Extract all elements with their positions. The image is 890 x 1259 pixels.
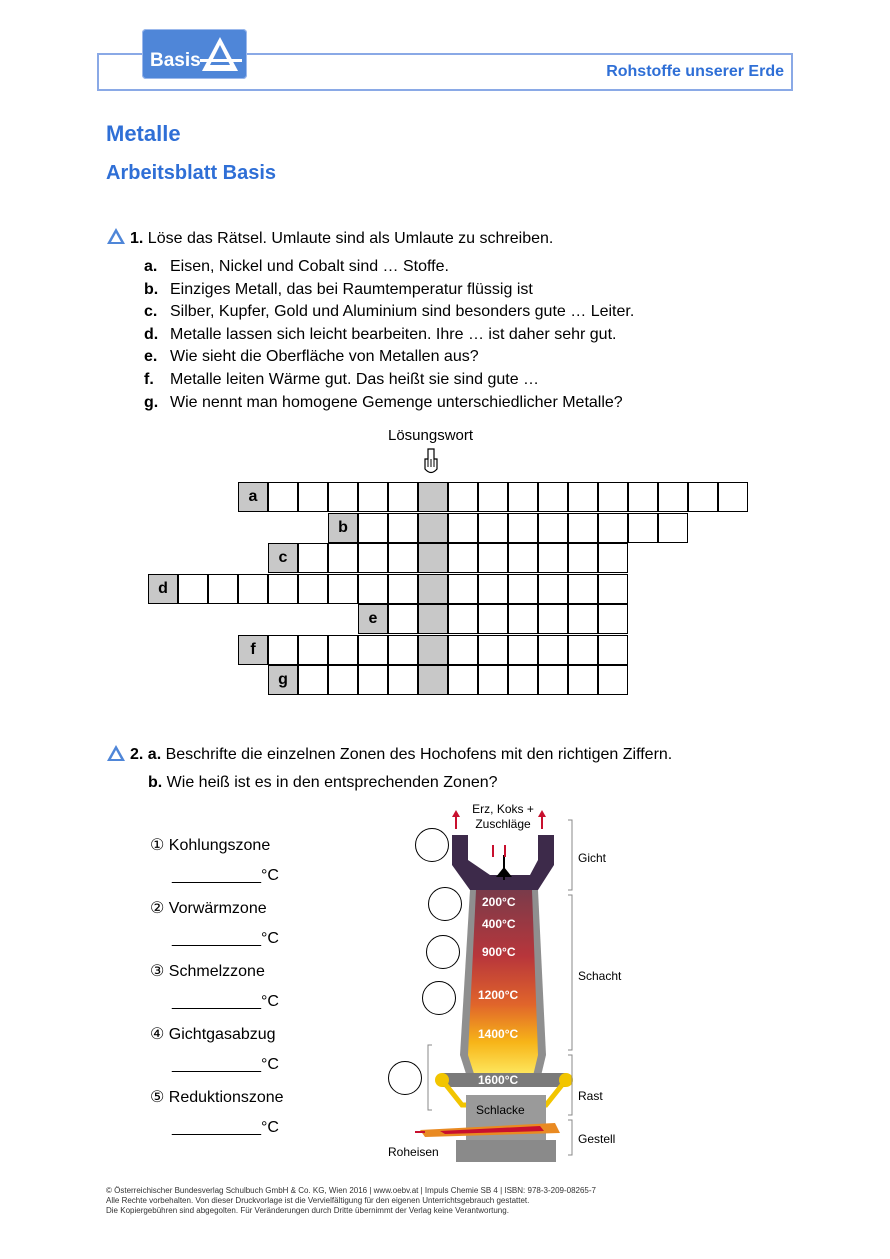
logo-text: Basis	[150, 50, 201, 71]
puzzle-cell[interactable]	[358, 574, 388, 604]
puzzle-cell[interactable]	[508, 665, 538, 695]
puzzle-cell[interactable]	[538, 604, 568, 634]
puzzle-cell[interactable]	[568, 665, 598, 695]
puzzle-cell[interactable]	[538, 635, 568, 665]
puzzle-cell[interactable]	[568, 604, 598, 634]
page-subtitle: Arbeitsblatt Basis	[106, 162, 277, 184]
puzzle-cell[interactable]	[628, 482, 658, 512]
puzzle-cell[interactable]	[688, 482, 718, 512]
temp-1600: 1600°C	[478, 1073, 519, 1087]
question-f: f. Metalle leiten Wärme gut. Das heißt sie sind gute …	[144, 371, 540, 388]
puzzle-cell[interactable]	[298, 635, 328, 665]
puzzle-cell[interactable]	[328, 635, 358, 665]
puzzle-solution-cell[interactable]	[418, 635, 448, 665]
puzzle-cell[interactable]	[298, 543, 328, 573]
puzzle-cell[interactable]	[358, 513, 388, 543]
puzzle-cell[interactable]	[268, 574, 298, 604]
puzzle-cell[interactable]	[388, 574, 418, 604]
puzzle-cell[interactable]	[598, 635, 628, 665]
temp-200: 200°C	[482, 895, 516, 909]
puzzle-cell[interactable]	[358, 543, 388, 573]
puzzle-cell[interactable]	[358, 665, 388, 695]
puzzle-cell[interactable]	[328, 665, 358, 695]
zone-3: ③ Schmelzzone	[150, 963, 265, 980]
puzzle-cell[interactable]	[598, 513, 628, 543]
basis-task-icon	[106, 744, 126, 762]
puzzle-cell[interactable]	[508, 482, 538, 512]
puzzle-cell[interactable]	[598, 665, 628, 695]
zone-4: ④ Gichtgasabzug	[150, 1026, 276, 1043]
pig-iron-label: Roheisen	[388, 1145, 439, 1159]
puzzle-cell[interactable]	[478, 482, 508, 512]
puzzle-cell[interactable]	[598, 543, 628, 573]
footer: © Österreichischer Bundesverlag Schulbuch GmbH & Co. KG, Wien 2016 | www.oebv.at | Impuls Chemie SB 4 | ISBN: 978-3-209-08265-7 Alle Rechte vorbehalten. Von dieser Druckvorlage ist die Vervielfältigung für den eigenen Unterrichtsgebrauch gestattet. Die Kopiergebühren sind abgegolten. Für Veränderungen durch Dritte übernimmt der Verlag keine Verantwortung.	[106, 1186, 596, 1215]
task1-number: 1.	[130, 230, 144, 247]
puzzle-cell[interactable]	[538, 513, 568, 543]
puzzle-cell[interactable]	[208, 574, 238, 604]
puzzle-cell[interactable]	[478, 604, 508, 634]
puzzle-cell[interactable]	[178, 574, 208, 604]
question-g: g. Wie nennt man homogene Gemenge unterschiedlicher Metalle?	[144, 394, 623, 411]
section-schacht: Schacht	[578, 969, 622, 983]
basis-task-icon	[106, 227, 126, 245]
task2-heading-a: 2. a. Beschrifte die einzelnen Zonen des Hochofens mit den richtigen Ziffern.	[130, 746, 673, 763]
temp-900: 900°C	[482, 945, 516, 959]
puzzle-cell[interactable]	[328, 482, 358, 512]
puzzle-row-label: f	[238, 635, 268, 665]
puzzle-cell[interactable]	[388, 513, 418, 543]
puzzle-cell[interactable]	[538, 482, 568, 512]
puzzle-solution-cell[interactable]	[418, 513, 448, 543]
puzzle-row-label: b	[328, 513, 358, 543]
puzzle-cell[interactable]	[628, 513, 658, 543]
puzzle-cell[interactable]	[238, 574, 268, 604]
puzzle-cell[interactable]	[268, 482, 298, 512]
puzzle-row-label: a	[238, 482, 268, 512]
section-gestell: Gestell	[578, 1132, 616, 1146]
question-d: d. Metalle lassen sich leicht bearbeiten. Ihre … ist daher sehr gut.	[144, 326, 617, 343]
puzzle-cell[interactable]	[448, 604, 478, 634]
question-a: a. Eisen, Nickel und Cobalt sind … Stoffe.	[144, 258, 449, 275]
puzzle-cell[interactable]	[598, 482, 628, 512]
puzzle-cell[interactable]	[478, 543, 508, 573]
puzzle-cell[interactable]	[538, 543, 568, 573]
answer-circle-2[interactable]	[428, 887, 462, 921]
puzzle-cell[interactable]	[598, 574, 628, 604]
answer-circle-4[interactable]	[422, 981, 456, 1015]
puzzle-cell[interactable]	[388, 543, 418, 573]
zone-3-answer[interactable]: __________°C	[172, 993, 279, 1010]
puzzle-cell[interactable]	[568, 635, 598, 665]
section-gicht: Gicht	[578, 851, 607, 865]
puzzle-cell[interactable]	[268, 635, 298, 665]
puzzle-cell[interactable]	[388, 482, 418, 512]
temp-1400: 1400°C	[478, 1027, 519, 1041]
zone-4-answer[interactable]: __________°C	[172, 1056, 279, 1073]
puzzle-row-label: d	[148, 574, 178, 604]
answer-circle-3[interactable]	[426, 935, 460, 969]
puzzle-cell[interactable]	[298, 665, 328, 695]
puzzle-cell[interactable]	[478, 574, 508, 604]
puzzle-cell[interactable]	[448, 482, 478, 512]
puzzle-cell[interactable]	[298, 574, 328, 604]
puzzle-solution-cell[interactable]	[418, 482, 448, 512]
puzzle-cell[interactable]	[358, 482, 388, 512]
puzzle-solution-cell[interactable]	[418, 543, 448, 573]
puzzle-cell[interactable]	[448, 574, 478, 604]
puzzle-cell[interactable]	[568, 574, 598, 604]
puzzle-cell[interactable]	[538, 574, 568, 604]
puzzle-cell[interactable]	[508, 543, 538, 573]
puzzle-cell[interactable]	[478, 635, 508, 665]
puzzle-cell[interactable]	[448, 513, 478, 543]
task2-heading-b: b. Wie heiß ist es in den entsprechenden Zonen?	[148, 774, 498, 791]
puzzle-cell[interactable]	[538, 665, 568, 695]
puzzle-solution-cell[interactable]	[418, 665, 448, 695]
section-rast: Rast	[578, 1089, 603, 1103]
zone-1-answer[interactable]: __________°C	[172, 867, 279, 884]
slag-label: Schlacke	[476, 1103, 525, 1117]
puzzle-cell[interactable]	[718, 482, 748, 512]
puzzle-cell[interactable]	[448, 543, 478, 573]
puzzle-cell[interactable]	[388, 665, 418, 695]
puzzle-cell[interactable]	[448, 635, 478, 665]
puzzle-solution-cell[interactable]	[418, 574, 448, 604]
answer-circle-1[interactable]	[415, 828, 449, 862]
puzzle-cell[interactable]	[478, 513, 508, 543]
puzzle-row-label: e	[358, 604, 388, 634]
answer-circle-5[interactable]	[388, 1061, 422, 1095]
puzzle-cell[interactable]	[388, 604, 418, 634]
page-title: Metalle	[106, 121, 181, 146]
question-c: c. Silber, Kupfer, Gold und Aluminium sind besonders gute … Leiter.	[144, 303, 635, 320]
zone-5-answer[interactable]: __________°C	[172, 1119, 279, 1136]
puzzle-cell[interactable]	[508, 604, 538, 634]
puzzle-cell[interactable]	[568, 513, 598, 543]
puzzle-cell[interactable]	[328, 574, 358, 604]
puzzle-cell[interactable]	[298, 482, 328, 512]
puzzle-cell[interactable]	[448, 665, 478, 695]
puzzle-row-label: c	[268, 543, 298, 573]
puzzle-cell[interactable]	[658, 513, 688, 543]
furnace-input-label: Erz, Koks + Zuschläge	[472, 802, 534, 831]
zone-2: ② Vorwärmzone	[150, 900, 267, 917]
temp-400: 400°C	[482, 917, 516, 931]
puzzle-cell[interactable]	[388, 635, 418, 665]
puzzle-cell[interactable]	[508, 574, 538, 604]
puzzle-cell[interactable]	[328, 543, 358, 573]
puzzle-cell[interactable]	[568, 482, 598, 512]
puzzle-cell[interactable]	[658, 482, 688, 512]
task1-heading	[130, 230, 553, 248]
puzzle-cell[interactable]	[598, 604, 628, 634]
puzzle-cell[interactable]	[478, 665, 508, 695]
zone-2-answer[interactable]: __________°C	[172, 930, 279, 947]
temp-1200: 1200°C	[478, 988, 519, 1002]
pointing-hand-icon	[422, 447, 440, 477]
question-b: b. Einziges Metall, das bei Raumtemperatur flüssig ist	[144, 281, 533, 298]
puzzle-row-label: g	[268, 665, 298, 695]
solution-word-label: Lösungswort	[388, 427, 474, 444]
puzzle-cell[interactable]	[358, 635, 388, 665]
puzzle-cell[interactable]	[508, 513, 538, 543]
header-topic: Rohstoffe unserer Erde	[606, 63, 784, 80]
puzzle-cell[interactable]	[508, 635, 538, 665]
puzzle-solution-cell[interactable]	[418, 604, 448, 634]
task1-instruction: Löse das Rätsel. Umlaute sind als Umlaute zu schreiben.	[147, 230, 554, 247]
zone-5: ⑤ Reduktionszone	[150, 1089, 284, 1106]
zone-1: ① Kohlungszone	[150, 837, 271, 854]
question-e: e. Wie sieht die Oberfläche von Metallen aus?	[144, 348, 479, 365]
puzzle-cell[interactable]	[568, 543, 598, 573]
